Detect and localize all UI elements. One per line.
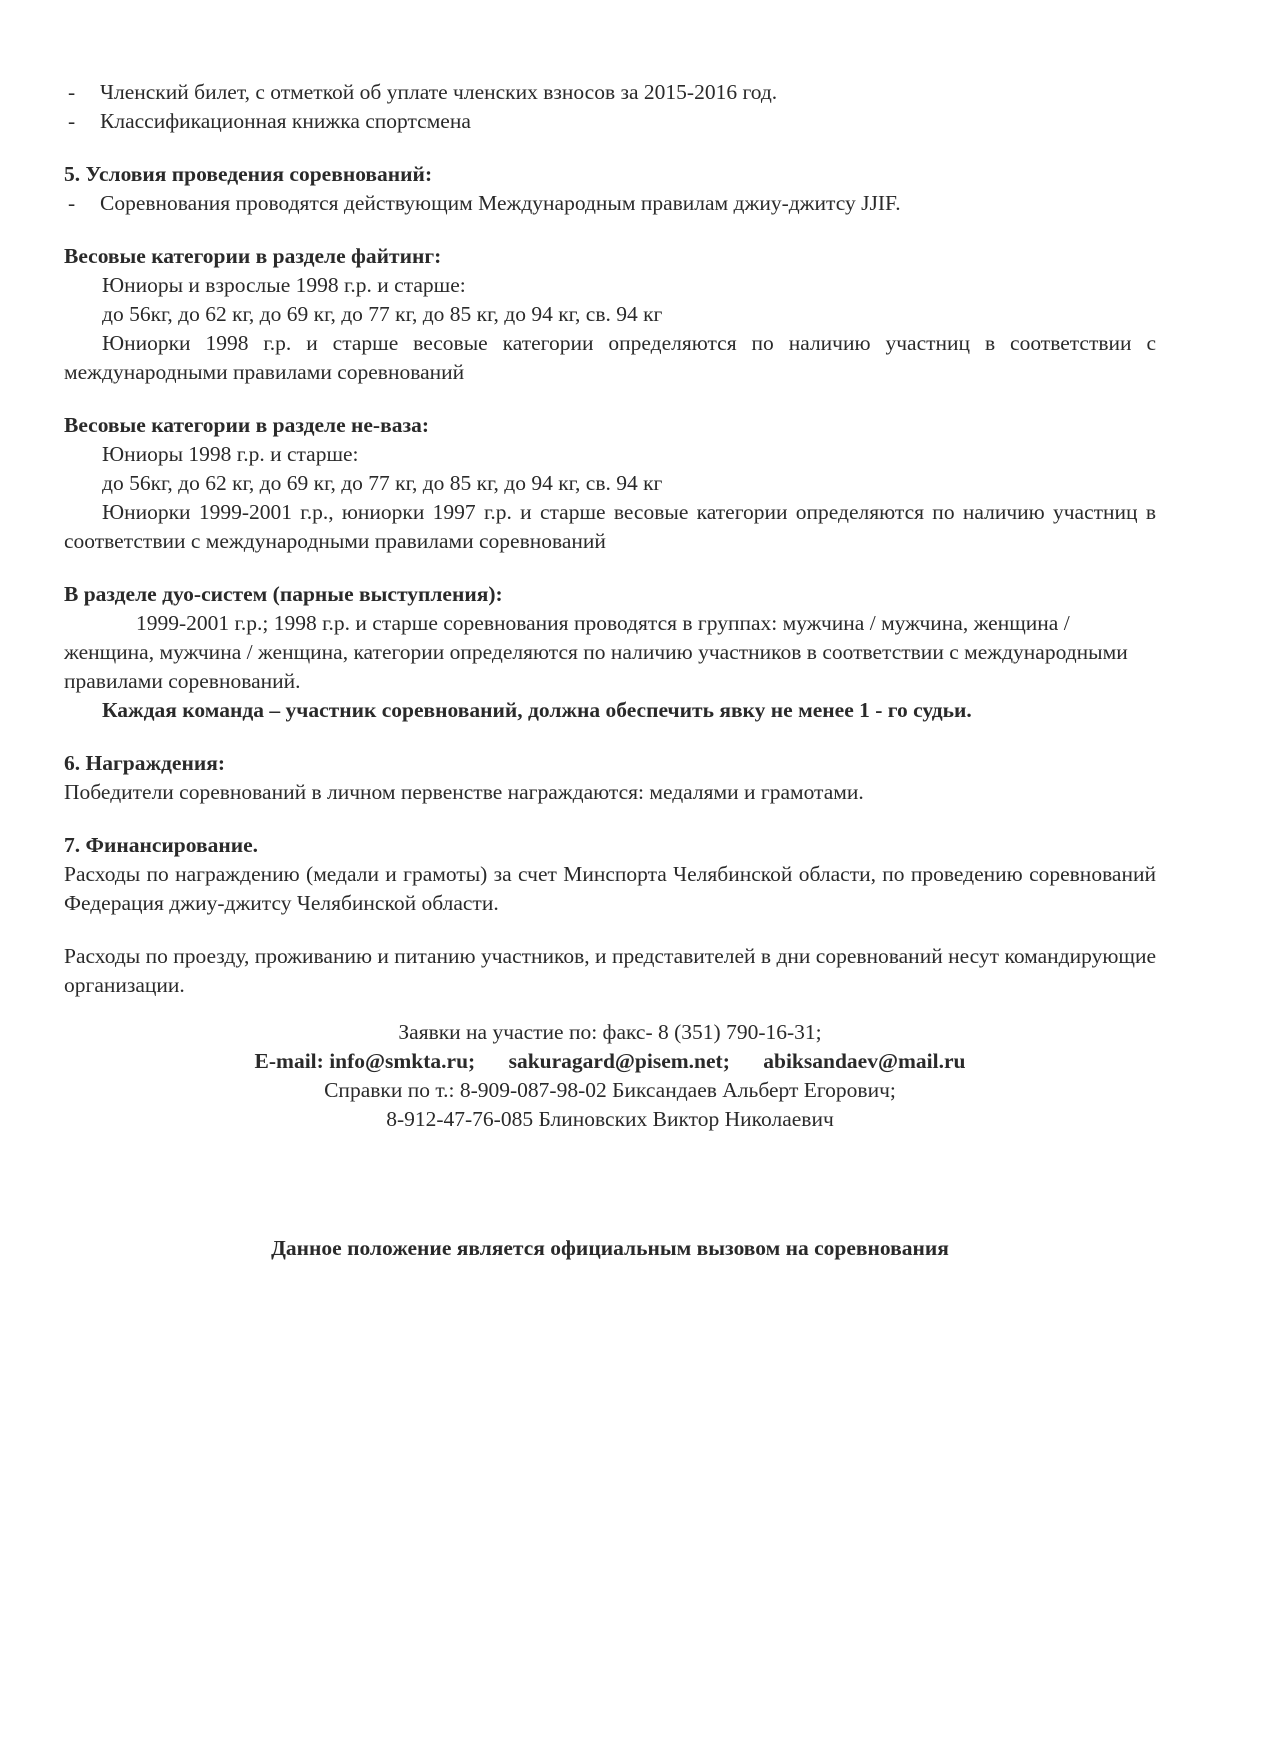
- list-item: - Членский билет, с отметкой об уплате членских взносов за 2015-2016 год.: [64, 78, 1156, 107]
- newaza-line-3: Юниорки 1999-2001 г.р., юниорки 1997 г.р. и старше весовые категории определяются по наличию участниц в соответствии с международными правилами соревнований: [64, 500, 1156, 553]
- fighting-line-1: Юниоры и взрослые 1998 г.р. и старше:: [102, 273, 466, 297]
- newaza-title: Весовые категории в разделе не-ваза:: [64, 413, 430, 437]
- section-5-item: - Соревнования проводятся действующим Международным правилам джиу-джитсу JJIF.: [64, 189, 1156, 218]
- newaza-line-1: Юниоры 1998 г.р. и старше:: [102, 442, 359, 466]
- section-7-title: 7. Финансирование.: [64, 833, 259, 857]
- fighting-line-2: до 56кг, до 62 кг, до 69 кг, до 77 кг, до 85 кг, до 94 кг, св. 94 кг: [102, 302, 663, 326]
- final-note: Данное положение является официальным вызовом на соревнования: [271, 1236, 949, 1260]
- phone-line-1: Справки по т.: 8-909-087-98-02 Биксандаев Альберт Егорович;: [324, 1078, 896, 1102]
- section-7-text-1: Расходы по награждению (медали и грамоты) за счет Минспорта Челябинской области, по проведению соревнований Федерация джиу-джитсу Челябинской области.: [64, 862, 1156, 915]
- contacts-block: [64, 1018, 1156, 1134]
- phone-line-2: 8-912-47-76-085 Блиновских Виктор Николаевич: [386, 1107, 834, 1131]
- email-line: [64, 1047, 1156, 1076]
- fax-line: Заявки на участие по: факс- 8 (351) 790-16-31;: [398, 1020, 822, 1044]
- duo-note: Каждая команда – участник соревнований, должна обеспечить явку не менее 1 - го судьи.: [102, 698, 972, 722]
- fighting-title: Весовые категории в разделе файтинг:: [64, 244, 442, 268]
- email-link-2[interactable]: sakuragard@pisem.net;: [508, 1049, 730, 1073]
- duo-text: 1999-2001 г.р.; 1998 г.р. и старше соревнования проводятся в группах: мужчина / мужчина, женщина / женщина, мужчина / женщина, категории определяются по наличию участников в соответствии с международными правилами соревнований.: [64, 611, 1128, 693]
- email-link-3[interactable]: abiksandaev@mail.ru: [763, 1049, 966, 1073]
- section-7-text-2: Расходы по проезду, проживанию и питанию участников, и представителей в дни соревнований несут командирующие организации.: [64, 944, 1156, 997]
- section-6-title: 6. Награждения:: [64, 751, 226, 775]
- email-link-1[interactable]: E-mail: info@smkta.ru;: [254, 1049, 476, 1073]
- section-6-text: Победители соревнований в личном первенстве награждаются: медалями и грамотами.: [64, 780, 864, 804]
- newaza-line-2: до 56кг, до 62 кг, до 69 кг, до 77 кг, до 85 кг, до 94 кг, св. 94 кг: [102, 471, 663, 495]
- fighting-line-3: Юниорки 1998 г.р. и старше весовые категории определяются по наличию участниц в соответствии с международными правилами соревнований: [64, 331, 1156, 384]
- section-5-title: 5. Условия проведения соревнований:: [64, 162, 433, 186]
- duo-title: В разделе дуо-систем (парные выступления):: [64, 582, 503, 606]
- list-item: - Классификационная книжка спортсмена: [64, 107, 1156, 136]
- document-body: [64, 78, 1156, 1263]
